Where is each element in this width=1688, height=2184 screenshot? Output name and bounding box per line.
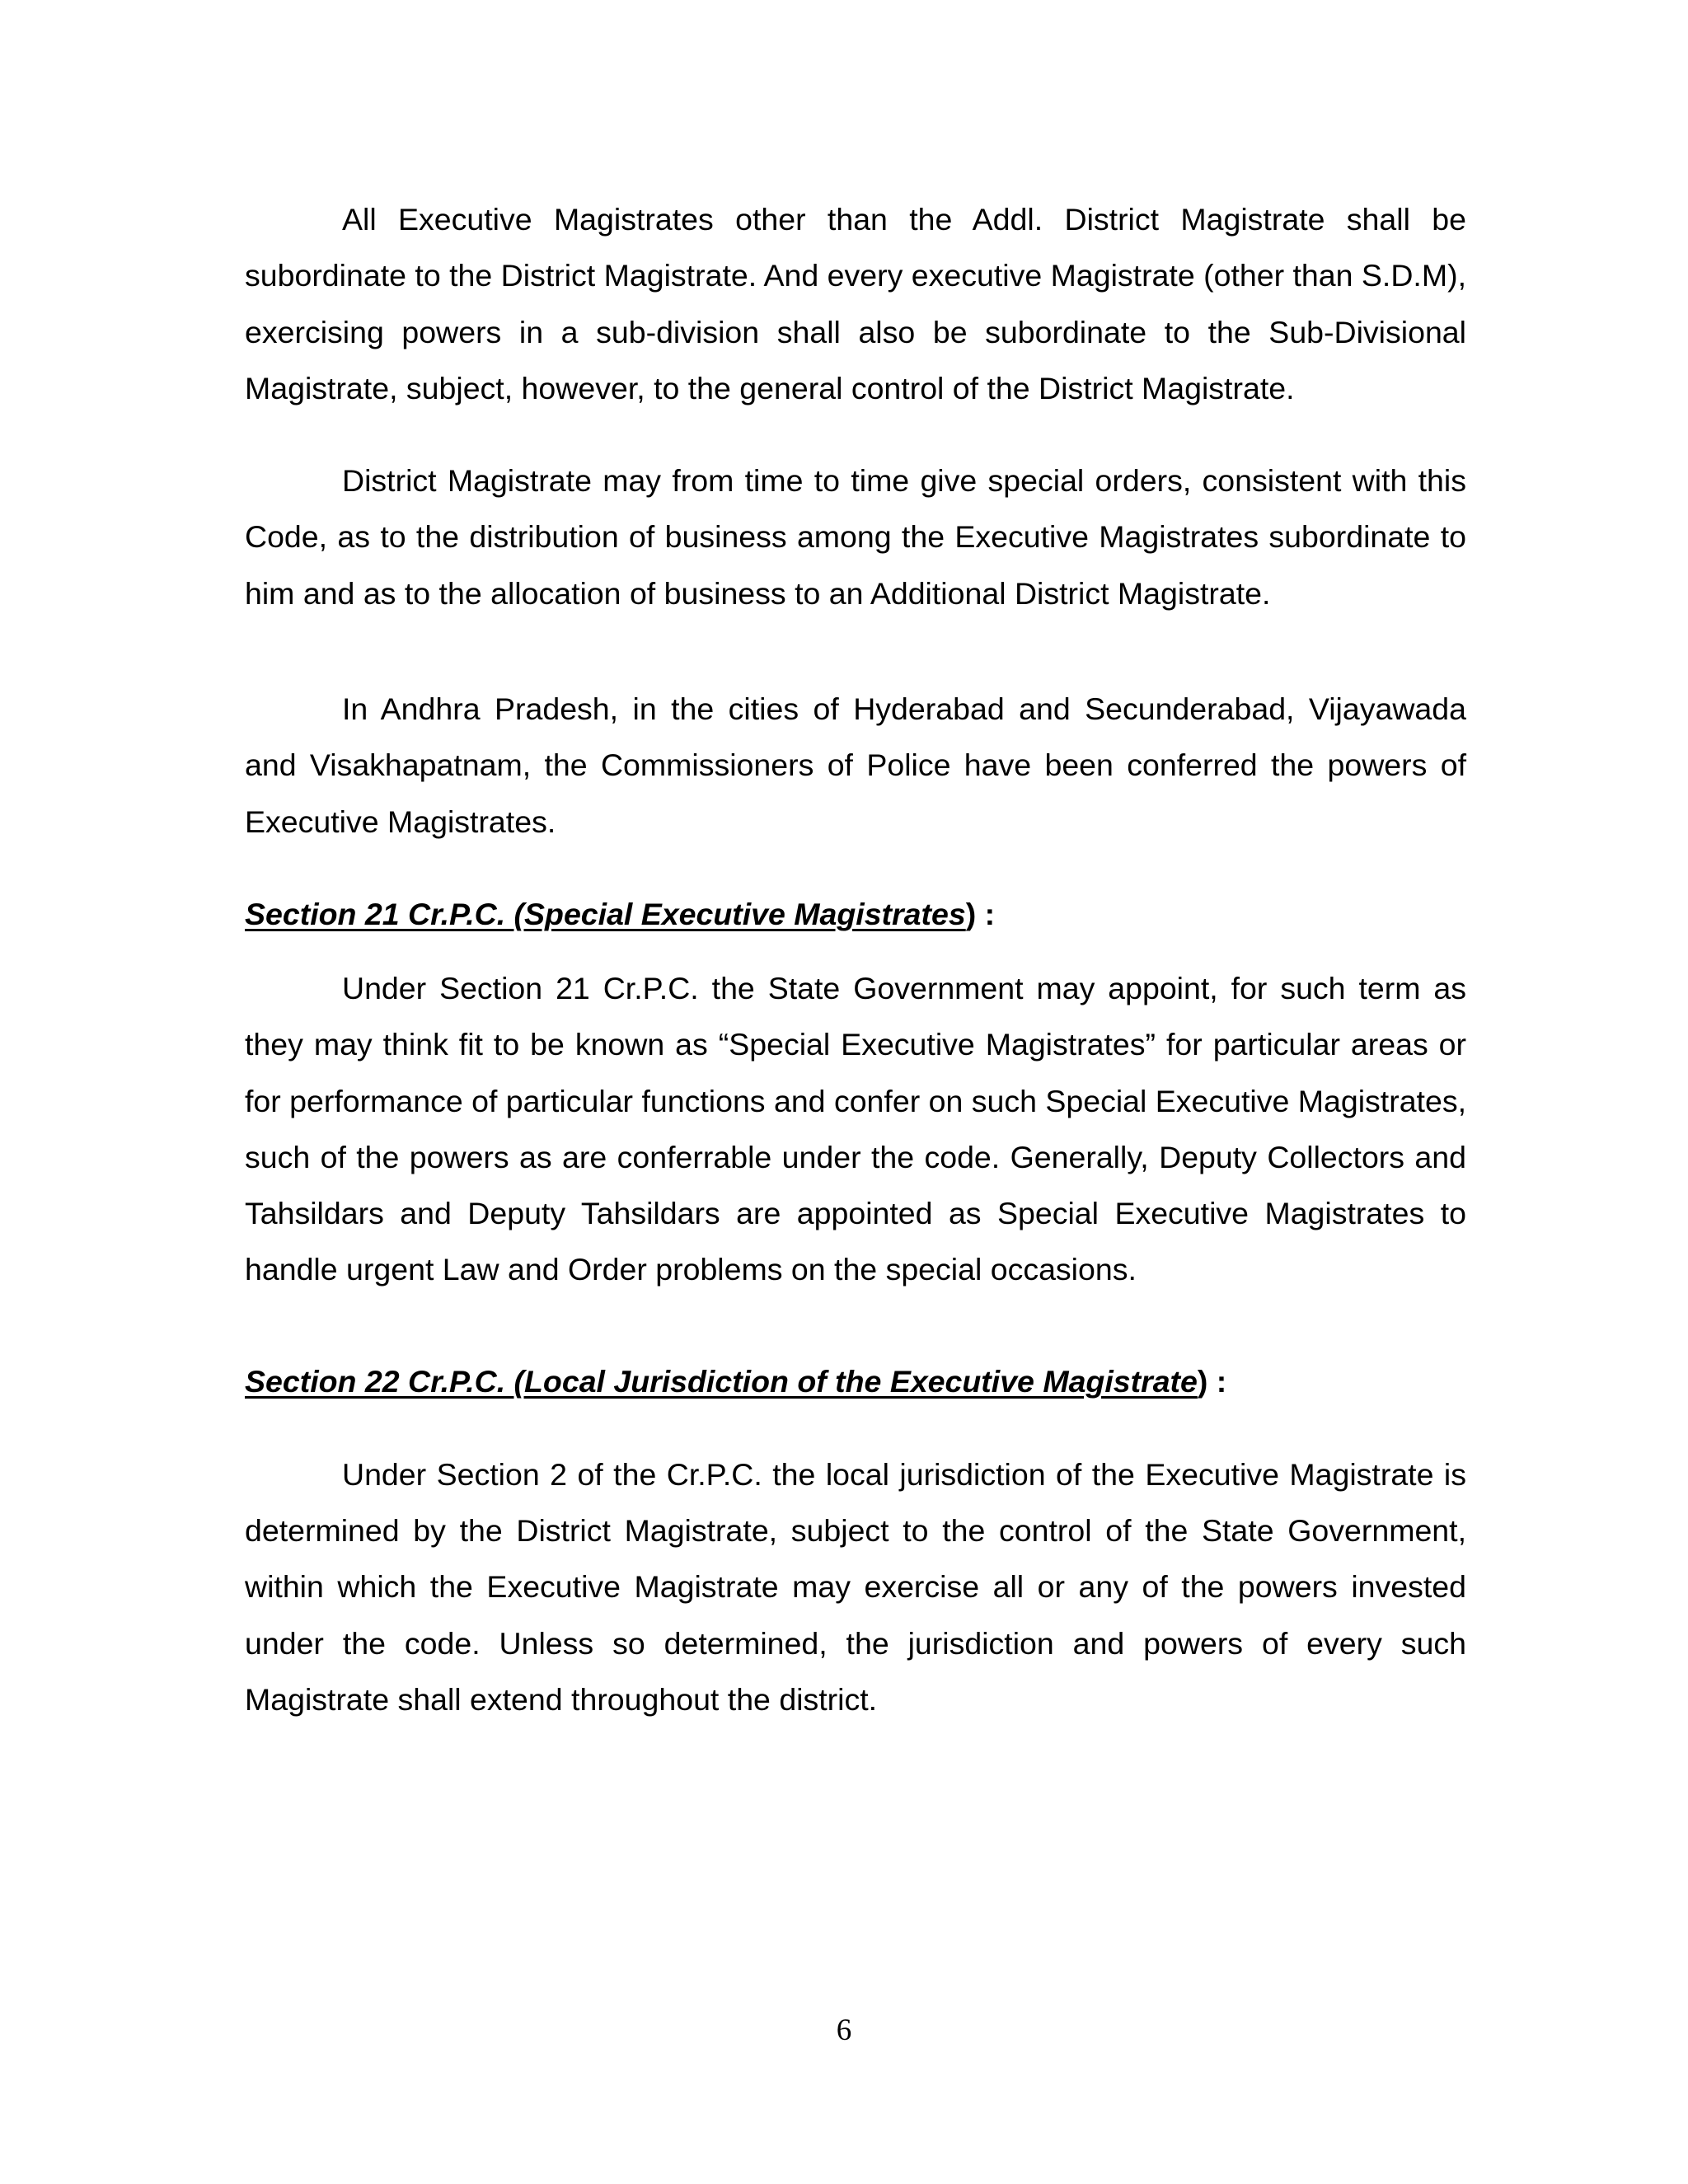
paragraph-distribution-of-business: District Magistrate may from time to time give special orders, consistent with this Code, as to the distribution of business among the Executive Magistrates subordinate to him and as to the allocation of business to an Additional District Magistrate.: [245, 463, 1466, 611]
section-22-heading-suffix: ) :: [1197, 1363, 1227, 1399]
section-21-heading-title: Section 21 Cr.P.C. (Special Executive Magistrates: [245, 896, 966, 931]
section-21-heading-suffix: ) :: [965, 896, 996, 931]
section-21-body: Under Section 21 Cr.P.C. the State Government may appoint, for such term as they may think fit to be known as “Special Executive Magistrates” for particular areas or for performance of particular functions and confer on such Special Executive Magistrates, such of the powers as are conferrable under the code. Generally, Deputy Collectors and Tahsildars and Deputy Tahsildars are appointed as Special Executive Magistrates to handle urgent Law and Order problems on the special occasions.: [245, 970, 1467, 1287]
page-content: [245, 191, 1466, 1727]
page-number: 6: [836, 2013, 852, 2047]
section-21-heading: [245, 886, 1466, 942]
section-22-heading: [245, 1353, 1466, 1409]
section-22-heading-title: Section 22 Cr.P.C. (Local Jurisdiction of the Executive Magistrate: [245, 1363, 1198, 1399]
section-22-body: Under Section 2 of the Cr.P.C. the local jurisdiction of the Executive Magistrate is determined by the District Magistrate, subject to the control of the State Government, within which the Executive Magistrate may exercise all or any of the powers invested under the code. Unless so determined, the jurisdiction and powers of every such Magistrate shall extend throughout the district.: [245, 1456, 1466, 1717]
paragraph-commissioners-of-police: In Andhra Pradesh, in the cities of Hyderabad and Secunderabad, Vijayawada and Visakhapatnam, the Commissioners of Police have been conferred the powers of Executive Magistrates.: [245, 691, 1466, 839]
paragraph-subordination: All Executive Magistrates other than the Addl. District Magistrate shall be subordinate to the District Magistrate. And every executive Magistrate (other than S.D.M), exercising powers in a sub-division shall also be subordinate to the Sub-Divisional Magistrate, subject, however, to the general control of the District Magistrate.: [245, 202, 1466, 405]
